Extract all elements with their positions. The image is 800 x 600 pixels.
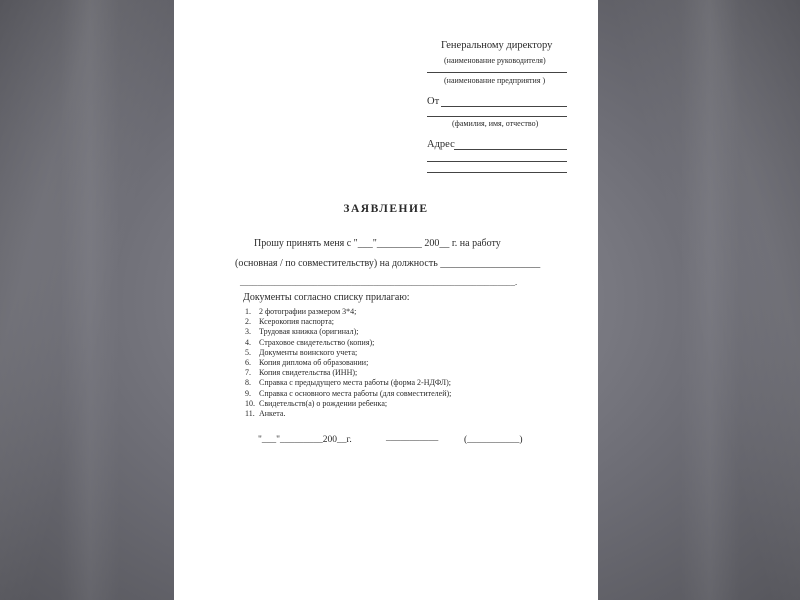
addressee-director: Генеральному директору [441, 40, 553, 51]
company-line [427, 72, 567, 73]
list-item: 4. Страховое свидетельство (копия); [245, 337, 375, 347]
footer-date: "___"_________200__г. [258, 435, 352, 445]
list-item: 3. Трудовая книжка (оригинал); [245, 327, 359, 337]
list-item: 8. Справка с предыдущего места работы (форма 2-НДФЛ); [245, 378, 451, 388]
address-line-2 [427, 161, 567, 162]
company-note: (наименование предприятия ) [444, 76, 546, 85]
fio-line [427, 116, 567, 117]
attachments-intro: Документы согласно списку прилагаю: [243, 292, 410, 303]
list-item: 2. Ксерокопия паспорта; [245, 317, 334, 327]
document-title: ЗАЯВЛЕНИЕ [343, 203, 429, 215]
request-line-1: Прошу принять меня с "___"_________ 200__ г. на работу [254, 238, 501, 249]
address-line-1 [454, 149, 567, 150]
fio-note: (фамилия, имя, отчество) [452, 119, 539, 128]
address-line-3 [427, 172, 567, 173]
request-line-2: (основная / по совместительству) на должность ____________________ [235, 258, 541, 269]
list-item: 7. Копия свидетельства (ИНН); [245, 368, 358, 378]
background-stripe [60, 0, 120, 600]
address-label: Адрес [427, 139, 455, 150]
list-item: 6. Копия диплома об образовании; [245, 358, 369, 368]
from-label: От [427, 96, 440, 107]
footer-signature: ___________ [386, 433, 439, 443]
document-page [174, 0, 598, 600]
list-item: 10. Свидетельств(а) о рождении ребенка; [245, 398, 388, 408]
list-item: 5. Документы воинского учета; [245, 347, 358, 357]
attachments-list [245, 307, 451, 419]
footer-signature-name: (___________) [464, 435, 523, 445]
list-item: 11. Анкета. [245, 409, 286, 419]
director-note: (наименование руководителя) [444, 56, 546, 65]
from-line [441, 106, 567, 107]
background-stripe [680, 0, 740, 600]
request-line-3: ________________________________________________________________. [240, 277, 518, 287]
list-item: 1. 2 фотографии размером 3*4; [245, 307, 357, 316]
list-item: 9. Справка с основного места работы (для совместителей); [245, 388, 452, 398]
